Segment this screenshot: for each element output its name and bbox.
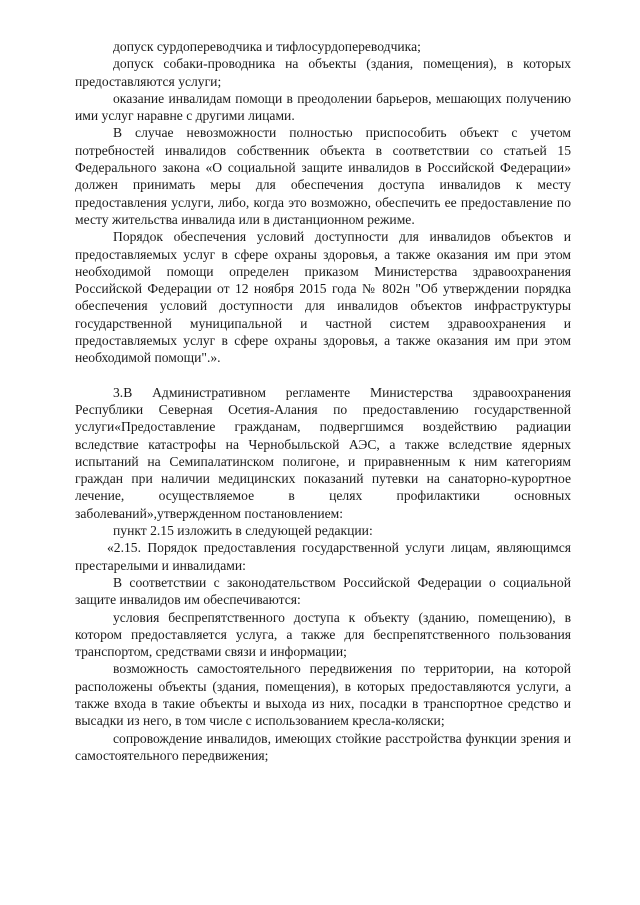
paragraph-accessibility-order: Порядок обеспечения условий доступности для инвалидов объектов и предоставляемых услуг в сфере охраны здоровья, а также оказания им при этом необходимой помощи определен приказом Министерства здравоохранения Российской Федерации от 12 ноября 2015 года № 802н "Об утверждении порядка обеспечения условий доступности для инвалидов объектов инфраструктуры государственной муниципальной и частной систем здравоохранения и предоставляемых услуг в сфере охраны здоровья, а также оказания им при этом необходимой помощи".». xyxy=(75,229,571,366)
paragraph-clause-2-15: «2.15. Порядок предоставления государственной услуги лицам, являющимся престарелыми и инвалидами: xyxy=(75,540,571,573)
paragraph-sign-interpreter: допуск сурдопереводчика и тифлосурдопереводчика; xyxy=(113,39,421,54)
paragraph-legislation: В соответствии с законодательством Российской Федерации о социальной защите инвалидов им обеспечиваются: xyxy=(75,574,571,608)
paragraph-regulation-amendment: 3.В Административном регламенте Министерства здравоохранения Республики Северная Осетия-Алания по предоставлению государственной услуги«Предоставление гражданам, подвергшимся воздействию радиации вследствие катастрофы на Чернобыльской АЭС, а также вследствие ядерных испытаний на Семипалатинском полигоне, и приравненным к ним категориям граждан при наличии медицинских показаний путевки на санаторно-курортное лечение, осуществляемое в целях профилактики основных заболеваний»,утвержденном постановлением: xyxy=(75,384,571,521)
paragraph-escort: сопровождение инвалидов, имеющих стойкие расстройства функции зрения и самостоятельного передвижения; xyxy=(75,730,571,763)
paragraph-unhindered-access: условия беспрепятственного доступа к объекту (зданию, помещению), в котором предоставляется услуга, а также для беспрепятственного пользования транспортом, средствами связи и информации; xyxy=(75,609,571,660)
paragraph-barrier-assistance: оказание инвалидам помощи в преодолении барьеров, мешающих получению ими услуг наравне с другими лицами. xyxy=(75,90,571,124)
paragraph-clause-instruction: пункт 2.15 изложить в следующей редакции: xyxy=(113,523,373,539)
paragraph-owner-obligations: В случае невозможности полностью приспособить объект с учетом потребностей инвалидов собственник объекта в соответствии со статьей 15 Федерального закона «О социальной защите инвалидов в Российской Федерации» должен принимать меры для обеспечения доступа инвалидов к месту предоставления услуги, либо, когда это возможно, обеспечить ее предоставление по месту жительства инвалида или в дистанционном режиме. xyxy=(75,125,571,227)
paragraph-guide-dog: допуск собаки-проводника на объекты (здания, помещения), в которых предоставляются услуги; xyxy=(75,56,571,89)
document-body xyxy=(75,38,571,764)
paragraph-independent-movement: возможность самостоятельного передвижения по территории, на которой расположены объекты (здания, помещения), в которых предоставляются услуги, а также входа в такие объекты и выхода из них, посадки в транспортное средство и высадки из него, в том числе с использованием кресла-коляски; xyxy=(75,661,571,729)
